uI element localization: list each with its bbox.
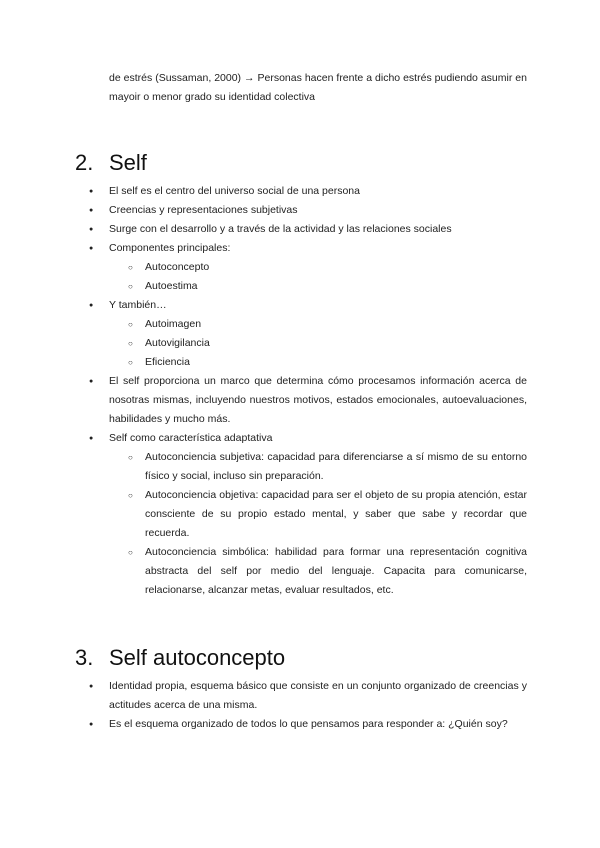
list-item: [109, 220, 527, 239]
list-item: [109, 239, 527, 296]
sub-list: [109, 448, 527, 600]
list-item: [109, 182, 527, 201]
sub-list-item: ○ Eficiencia: [145, 353, 527, 372]
list-item-text: El self es el centro del universo social de una persona: [109, 185, 360, 197]
sub-list-item: ○ Autoestima: [145, 277, 527, 296]
section-title: Self autoconcepto: [109, 645, 286, 670]
sub-list: [109, 258, 527, 296]
sub-list-item: ○ Autoconciencia simbólica: habilidad para formar una representación cognitiva abstracta del self por medio del lenguaje. Capacita para comunicarse, relacionarse, alcanzar metas, evaluar resultados, etc.: [145, 543, 527, 600]
list-item-text: Surge con el desarrollo y a través de la actividad y las relaciones sociales: [109, 223, 452, 235]
list-item-text: Componentes principales:: [109, 242, 231, 254]
list-item-text: El self proporciona un marco que determina cómo procesamos información acerca de nosotras mismas, incluyendo nuestros motivos, estados emocionales, autoevaluaciones, habilidades y mucho más.: [109, 375, 527, 425]
list-item-text: Y también…: [109, 299, 167, 311]
sub-list-item: ○ Autoconcepto: [145, 258, 527, 277]
list-item: [109, 715, 527, 734]
section-number: 3.: [75, 645, 94, 670]
list-item-text: Identidad propia, esquema básico que consiste en un conjunto organizado de creencias y actitudes acerca de una misma.: [109, 680, 527, 711]
list-item-text: Self como característica adaptativa: [109, 432, 273, 444]
list-item: [109, 429, 527, 600]
list-item: [109, 372, 527, 429]
section-number: 2.: [75, 150, 94, 175]
continuation-paragraph: de estrés (Sussaman, 2000) → Personas hacen frente a dicho estrés pudiendo asumir en mayoir o menor grado su identidad colectiva: [109, 72, 527, 103]
sub-list: [109, 315, 527, 372]
sub-list-item: ○ Autovigilancia: [145, 334, 527, 353]
list-item: [109, 296, 527, 372]
section-title: Self: [109, 150, 147, 175]
list-item: [109, 677, 527, 715]
autoconcepto-bullet-list: [109, 677, 527, 734]
sub-list-item: ○ Autoconciencia objetiva: capacidad para ser el objeto de su propia atención, estar consciente de su propio estado mental, y saber que sabe y recordar que recuerda.: [145, 486, 527, 543]
list-item-text: Es el esquema organizado de todos lo que pensamos para responder a: ¿Quién soy?: [109, 718, 508, 730]
sub-list-item: ○ Autoimagen: [145, 315, 527, 334]
sub-list-item: ○ Autoconciencia subjetiva: capacidad para diferenciarse a sí mismo de su entorno físico y social, incluso sin preparación.: [145, 448, 527, 486]
list-item: [109, 201, 527, 220]
section-heading-autoconcepto: [75, 645, 285, 671]
list-item-text: Creencias y representaciones subjetivas: [109, 204, 298, 216]
section-heading-self: [75, 150, 147, 176]
self-bullet-list: [109, 182, 527, 600]
